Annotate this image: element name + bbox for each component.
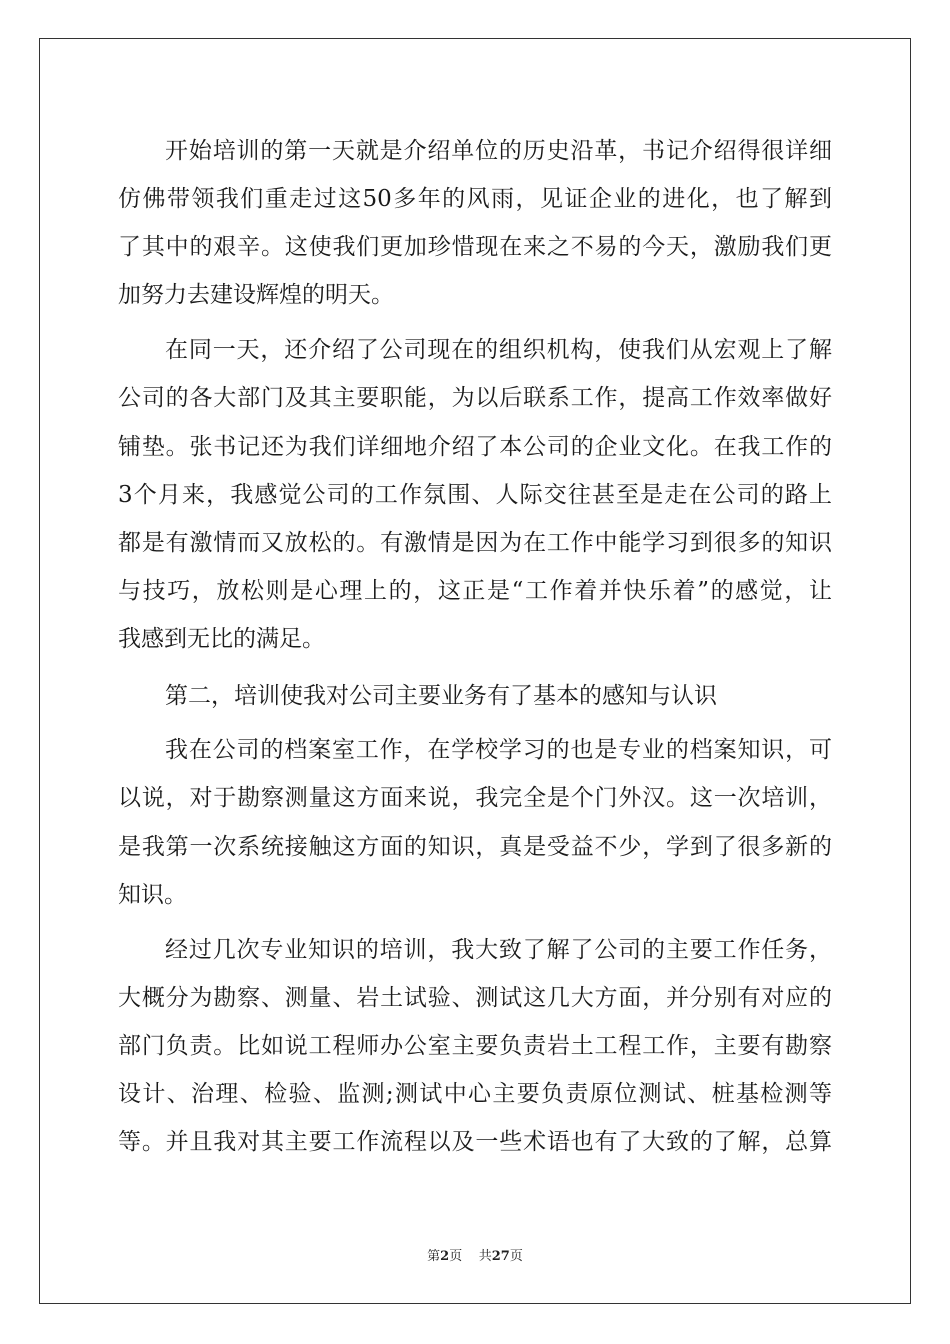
footer-total-pages: 27: [491, 1249, 510, 1264]
text-line: 在同一天，还介绍了公司现在的组织机构，使我们从宏观上了解: [165, 337, 832, 363]
text-line: 了其中的艰辛。这使我们更加珍惜现在来之不易的今天，激励我们更: [118, 234, 832, 260]
text-line: 以说，对于勘察测量这方面来说，我完全是个门外汉。这一次培训，: [118, 785, 832, 811]
page-border: [39, 38, 911, 1304]
text-line: 仿佛带领我们重走过这50多年的风雨，见证企业的进化，也了解到: [118, 186, 832, 212]
text-line: 公司的各大部门及其主要职能，为以后联系工作，提高工作效率做好: [118, 385, 832, 411]
text-line: 部门负责。比如说工程师办公室主要负责岩土工程工作，主要有勘察: [118, 1033, 832, 1059]
footer-suffix: 页: [509, 1249, 523, 1264]
page-footer: [0, 1248, 950, 1266]
footer-current-page: 2: [440, 1249, 450, 1264]
text-line: 加努力去建设辉煌的明天。: [118, 282, 394, 308]
text-line: 铺垫。张书记还为我们详细地介绍了本公司的企业文化。在我工作的: [118, 434, 832, 460]
text-line: 都是有激情而又放松的。有激情是因为在工作中能学习到很多的知识: [118, 530, 832, 556]
text-line: 大概分为勘察、测量、岩土试验、测试这几大方面，并分别有对应的: [118, 985, 832, 1011]
footer-prefix: 第: [427, 1249, 441, 1264]
footer-mid: 页 共: [449, 1249, 492, 1264]
text-line: 经过几次专业知识的培训，我大致了解了公司的主要工作任务，: [165, 937, 832, 963]
section-heading: 第二，培训使我对公司主要业务有了基本的感知与认识: [165, 683, 717, 709]
text-line: 等。并且我对其主要工作流程以及一些术语也有了大致的了解，总算: [118, 1129, 832, 1155]
text-line: 我感到无比的满足。: [118, 626, 325, 652]
text-line: 3个月来，我感觉公司的工作氛围、人际交往甚至是走在公司的路上: [118, 482, 832, 508]
text-line: 是我第一次系统接触这方面的知识，真是受益不少，学到了很多新的: [118, 834, 832, 860]
text-line: 知识。: [118, 882, 187, 908]
text-line: 开始培训的第一天就是介绍单位的历史沿革，书记介绍得很详细: [165, 138, 832, 164]
text-line: 与技巧，放松则是心理上的，这正是“工作着并快乐着”的感觉，让: [118, 578, 832, 604]
text-line: 我在公司的档案室工作，在学校学习的也是专业的档案知识，可: [165, 737, 832, 763]
text-line: 设计、治理、检验、监测;测试中心主要负责原位测试、桩基检测等: [118, 1081, 832, 1107]
